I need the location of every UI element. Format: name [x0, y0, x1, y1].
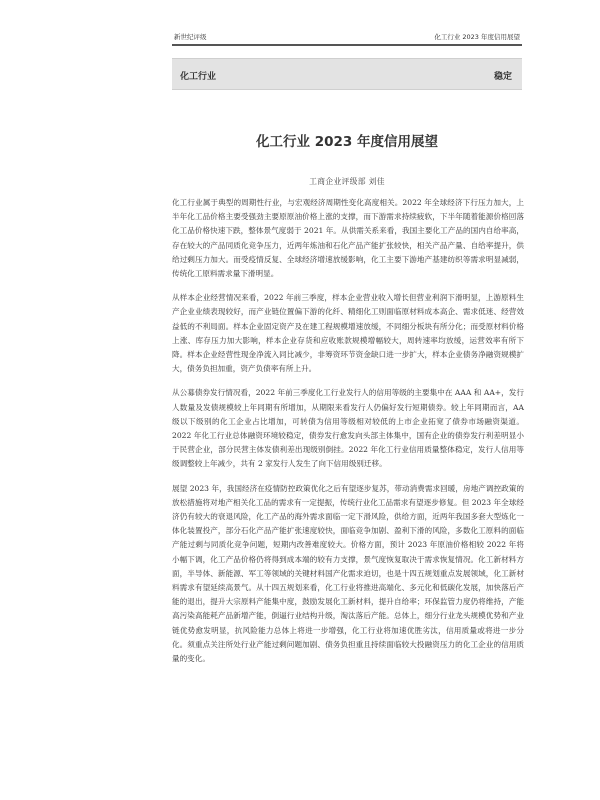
report-body	[172, 196, 524, 676]
paragraph-1: 化工行业属于典型的周期性行业，与宏观经济周期性变化高度相关。2022 年全球经济下行压力加大，上半年化工品价格主要受强劲主要原原油价格上涨的支撑，而下游需求持续疲软，下半年随着能源价格回落化工品价格快速下跌，整体景气度弱于 2021 年。从供需关系来看，我国主要化工产品的国内自给率高，存在较大的产品同质化竞争压力，近两年炼油和石化产品产能扩张较快，相关产品产量、自给率提升，供给过剩压力加大。而受疫情反复、全球经济增速放缓影响，化工主要下游地产基建纺织等需求明显减弱，传统化工原料需求量下滑明显。	[172, 198, 524, 279]
paragraph-4: 展望 2023 年，我国经济在疫情防控政策优化之后有望逐步复苏，带动消费需求回暖，房地产调控政策的放松措施将对地产相关化工品的需求有一定提振，传统行业化工品需求有望逐步修复。但 2023 年全球经济仍有较大的衰退风险，化工产品的海外需求面临一定下滑风险，供给方面，近两年我国多套大型炼化一体化装置投产，部分石化产品产能扩张速度较快，面临竞争加剧、盈利下滑的风险，多数化工原料的面临产能过剩与同质化竞争问题，短期内改善难度较大。价格方面，预计 2023 年原油价格相较 2022 年将小幅下调，化工产品价格仍将得到成本端的较有力支撑，景气度恢复取决于需求恢复情况。化工新材料方面，半导体、新能源、军工等领域的关键材料国产化需求迫切，也是十四五规划重点发展领域，化工新材料需求有望延续高景气。从十四五规划来看，化工行业将推进高端化、多元化和低碳化发展，加快落后产能的退出，提升大宗原料产能集中度，鼓励发展化工新材料，提升自给率；环保监管力度仍将维持，产能高污染高能耗产品新增产能，倒逼行业结构升级，淘汰落后产能。总体上，细分行业龙头规模优势和产业链优势愈发明显，抗风险能力总体上将进一步增强，化工行业将加速优胜劣汰，信用质量或将进一步分化。须重点关注所处行业产能过剩问题加剧、债务负担重且持续面临较大投融资压力的化工企业的信用质量的变化。	[172, 483, 524, 664]
publisher-name: 新世纪评级	[174, 33, 207, 41]
page-title: 化工行业 2023 年度信用展望	[256, 134, 438, 150]
author-line: 工商企业评级部 刘佳	[309, 177, 385, 186]
sector-label: 化工行业	[180, 72, 217, 82]
paragraph-3: 从公募债券发行情况看，2022 年前三季度化工行业发行人的信用等级的主要集中在 AAA 和 AA+，发行人数量及发债规模较上年同期有所增加，从期限来看发行人仍偏好发行短期债券。较上年同期而言，AA 级以下级别的化工企业占比增加，可转债为信用等级相对较低的上市企业拓宽了债券市场融资渠道。2022 年化工行业总体融资环境较稳定，债券发行愈发向头部主体集中，国有企业的债券发行利差明显小于民营企业，部分民营主体发债利差出现级别倒挂。2022 年化工行业信用质量整体稳定，发行人信用等级调整较上年减少，共有 2 家发行人发生了向下信用级别迁移。	[172, 388, 524, 469]
running-header	[172, 30, 522, 42]
running-title: 化工行业 2023 年度信用展望	[434, 33, 520, 41]
outlook-label: 稳定	[493, 72, 512, 82]
sector-banner	[172, 58, 522, 90]
header-divider	[172, 44, 522, 46]
paragraph-2: 从样本企业经营情况来看，2022 年前三季度，样本企业营业收入增长但营业利润下滑明显，上游原料生产企业业绩表现较好，而产业链位置偏下游的化纤、精细化工则面临原材料成本高企、需求低迷、经营效益低的不利局面。样本企业固定资产及在建工程规模增速放缓，不同细分板块有所分化；而受原材料价格上涨、库存压力加大影响，样本企业存货和应收账款规模增幅较大，周转速率均放缓，运营效率有所下降。样本企业经营性现金净流入同比减少，非筹资环节资金缺口进一步扩大，样本企业债务净融资规模扩大，债务负担加重，资产负债率有所上升。	[172, 293, 524, 374]
